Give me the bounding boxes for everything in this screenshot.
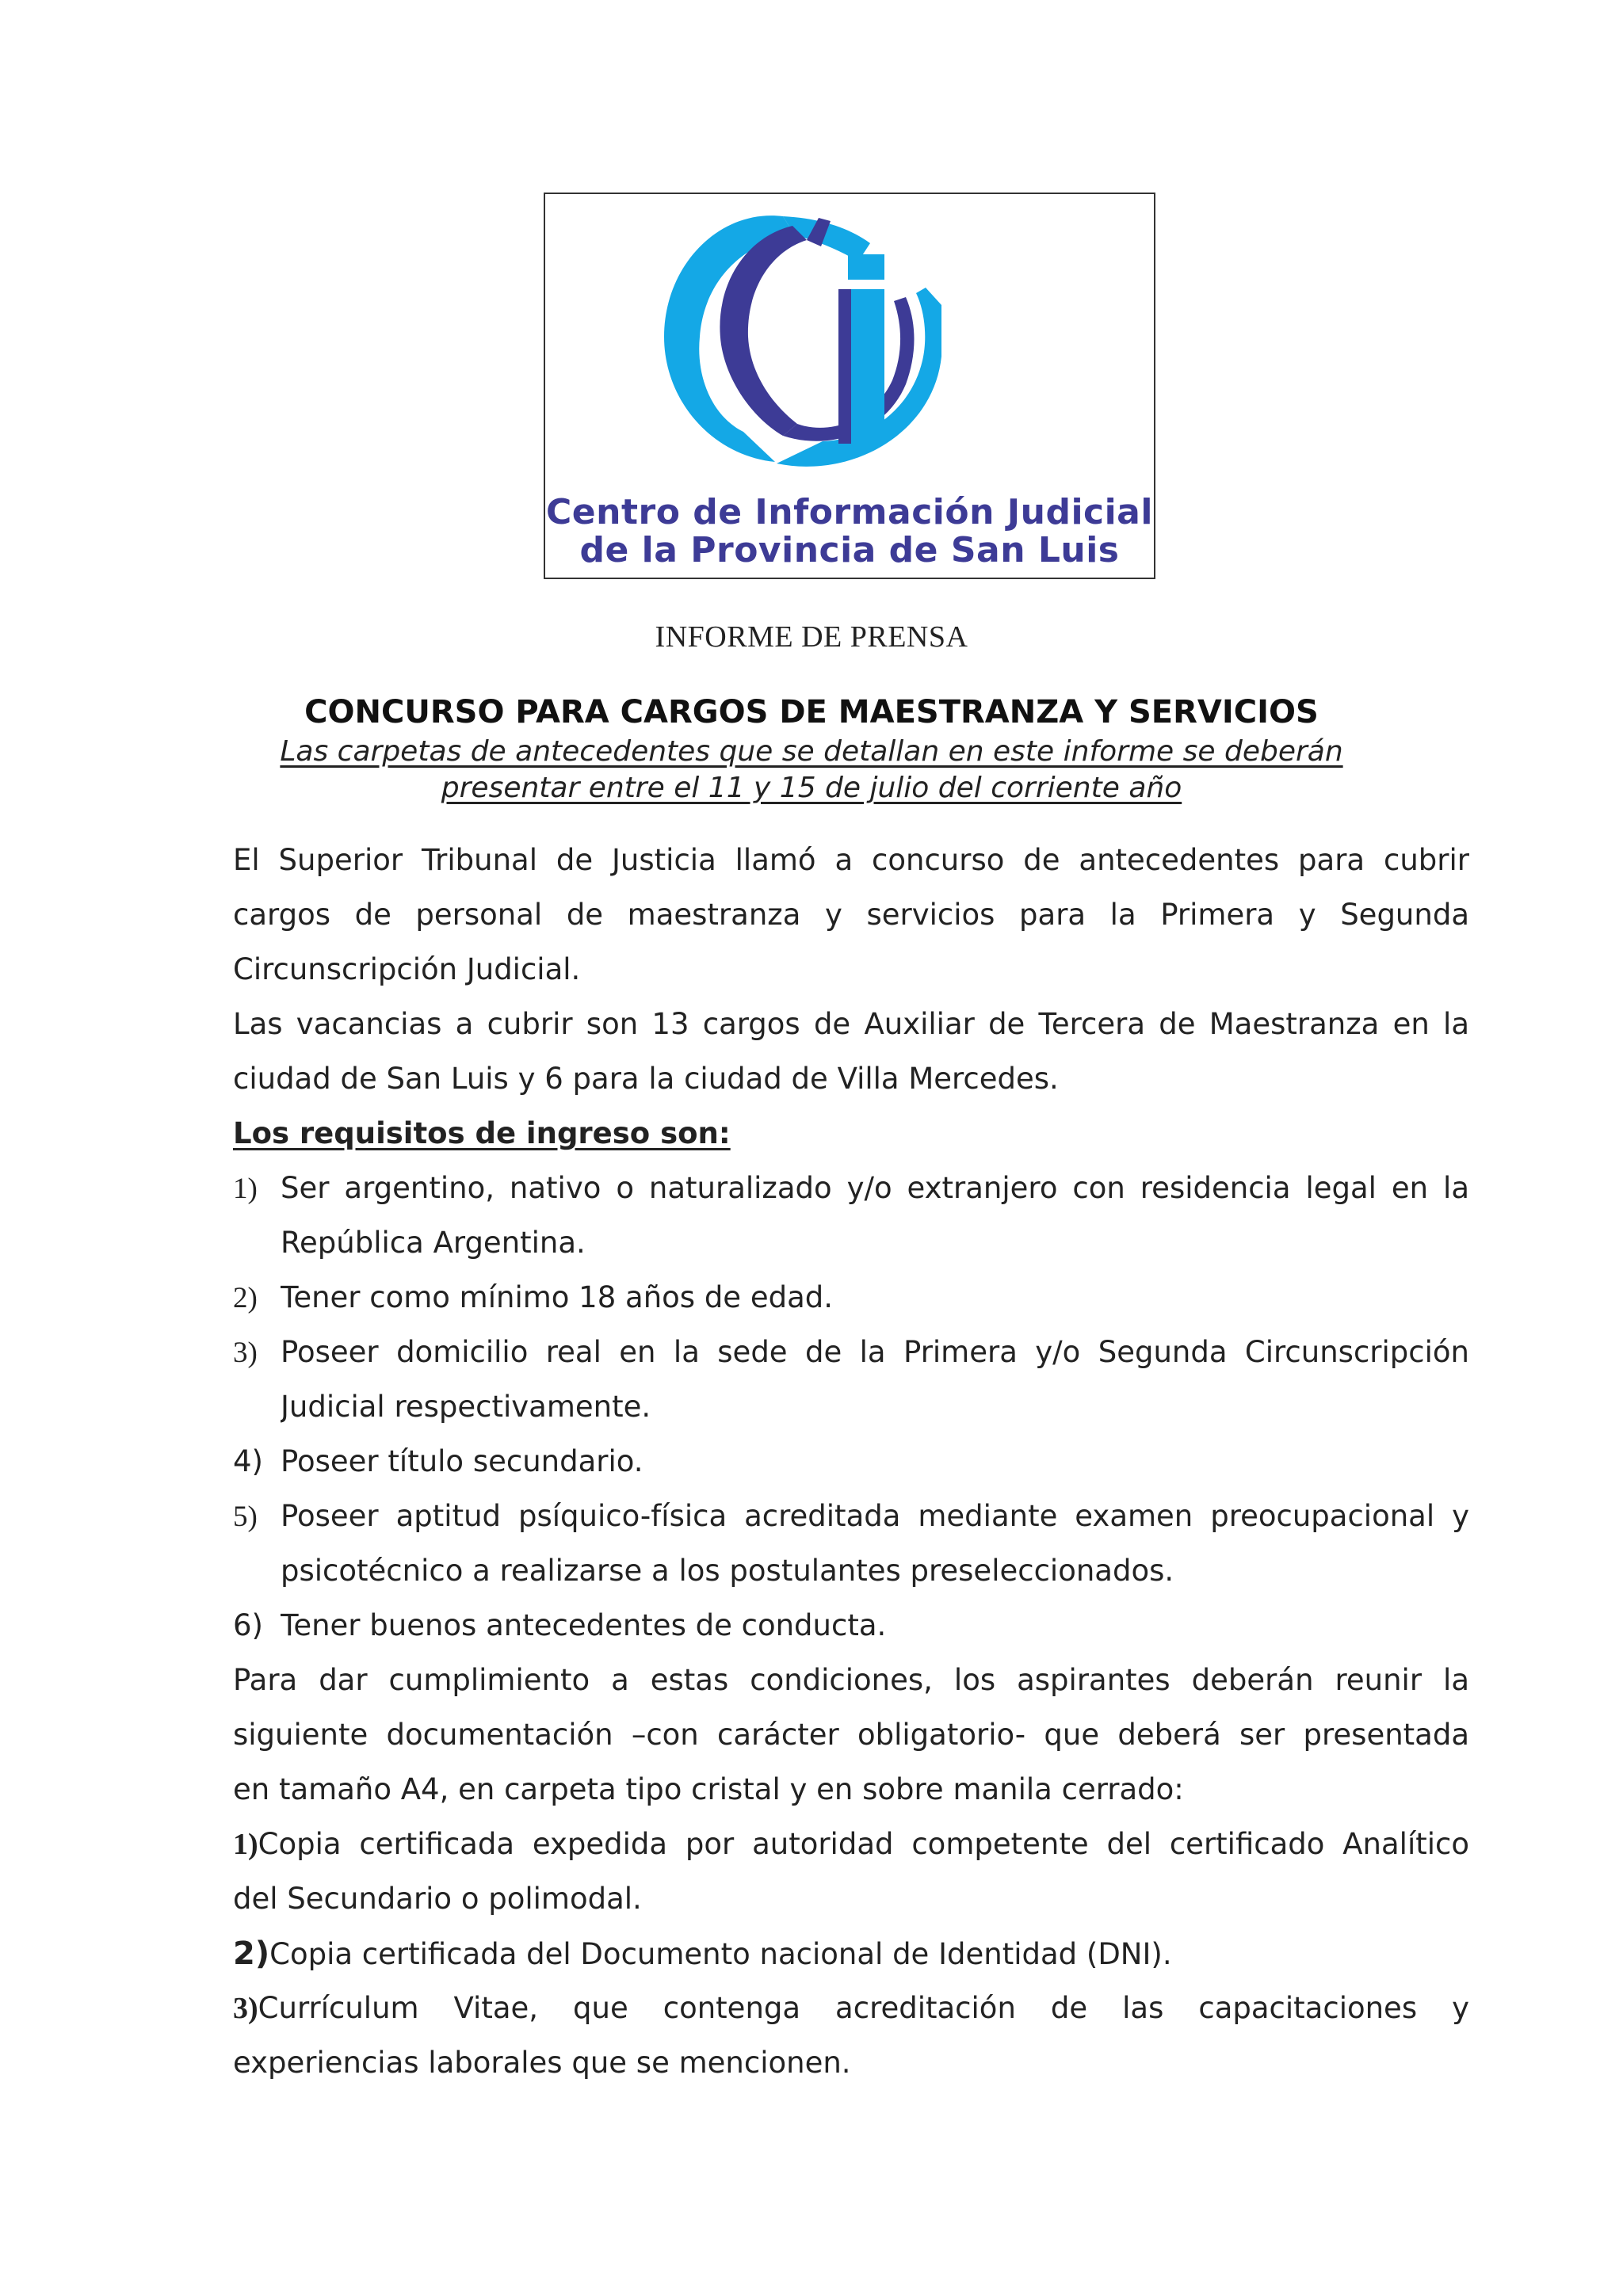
subtitle-line-2: presentar entre el 11 y 15 de julio del corriente año: [441, 772, 1182, 804]
list-number: 3): [233, 1337, 258, 1369]
list-item-line: Ser argentino, nativo o naturalizado y/o extranjero con residencia legal en la: [281, 1171, 1469, 1205]
document-item-line: experiencias laborales que se mencionen.: [233, 2046, 851, 2080]
list-item-line: República Argentina.: [281, 1226, 586, 1260]
list-number: 4): [233, 1444, 263, 1478]
document-item-line: del Secundario o polimodal.: [233, 1882, 642, 1916]
requirements-heading: [233, 1113, 1469, 1154]
list-item-line: Tener como mínimo 18 años de edad.: [281, 1280, 834, 1314]
logo-i-stem: [850, 289, 884, 440]
subtitle-line-1: Las carpetas de antecedentes que se detallan en este informe se deberán: [280, 735, 1343, 768]
logo-box: [544, 193, 1155, 579]
list-item-line: Poseer domicilio real en la sede de la Primera y/o Segunda Circunscripción: [281, 1335, 1469, 1369]
document-title: CONCURSO PARA CARGOS DE MAESTRANZA Y SERVICIOS: [304, 694, 1319, 730]
list-number: 3): [233, 1992, 258, 2025]
list-item-line: Poseer aptitud psíquico-física acreditada mediante examen preocupacional y: [281, 1499, 1469, 1533]
paragraph-line: Las vacancias a cubrir son 13 cargos de Auxiliar de Tercera de Maestranza en la: [233, 1007, 1469, 1041]
requirements-heading-text: Los requisitos de ingreso son:: [233, 1116, 731, 1150]
list-item-line: psicotécnico a realizarse a los postulantes preseleccionados.: [281, 1554, 1174, 1588]
document-item-line: 2)Copia certificada del Documento nacional de Identidad (DNI).: [233, 1936, 1172, 1972]
list-number: 6): [233, 1608, 263, 1642]
paragraph-line: cargos de personal de maestranza y servicios para la Primera y Segunda: [233, 898, 1469, 932]
paragraph-line: ciudad de San Luis y 6 para la ciudad de Villa Mercedes.: [233, 1062, 1059, 1096]
list-item-line: Tener buenos antecedentes de conducta.: [281, 1608, 887, 1642]
list-number: 2): [233, 1282, 258, 1314]
cij-logo-emblem: [545, 194, 1154, 487]
document-item-line: 1)Copia certificada expedida por autoridad competente del certificado Analítico: [233, 1827, 1469, 1861]
logo-text-line2: de la Provincia de San Luis: [579, 530, 1120, 570]
paragraph-line: siguiente documentación –con carácter obligatorio- que deberá ser presentada: [233, 1718, 1469, 1752]
logo-i-dot: [848, 254, 884, 280]
list-number: 1): [233, 1173, 258, 1205]
document-item-line: 3)Currículum Vitae, que contenga acreditación de las capacitaciones y: [233, 1991, 1469, 2025]
press-label: INFORME DE PRENSA: [655, 620, 968, 654]
list-number: 1): [233, 1828, 258, 1861]
logo-text-line1: Centro de Información Judicial: [546, 492, 1153, 532]
paragraph-line: en tamaño A4, en carpeta tipo cristal y en sobre manila cerrado:: [233, 1772, 1184, 1806]
paragraph-line: Para dar cumplimiento a estas condiciones, los aspirantes deberán reunir la: [233, 1663, 1469, 1697]
list-number: 5): [233, 1501, 258, 1533]
logo-i-stem-shadow: [838, 289, 851, 444]
list-item-line: Judicial respectivamente.: [281, 1390, 651, 1424]
list-number: 2): [233, 1936, 270, 1972]
paragraph-line: El Superior Tribunal de Justicia llamó a concurso de antecedentes para cubrir: [233, 843, 1469, 877]
paragraph-line: Circunscripción Judicial.: [233, 952, 581, 986]
list-item-line: Poseer título secundario.: [281, 1444, 643, 1478]
